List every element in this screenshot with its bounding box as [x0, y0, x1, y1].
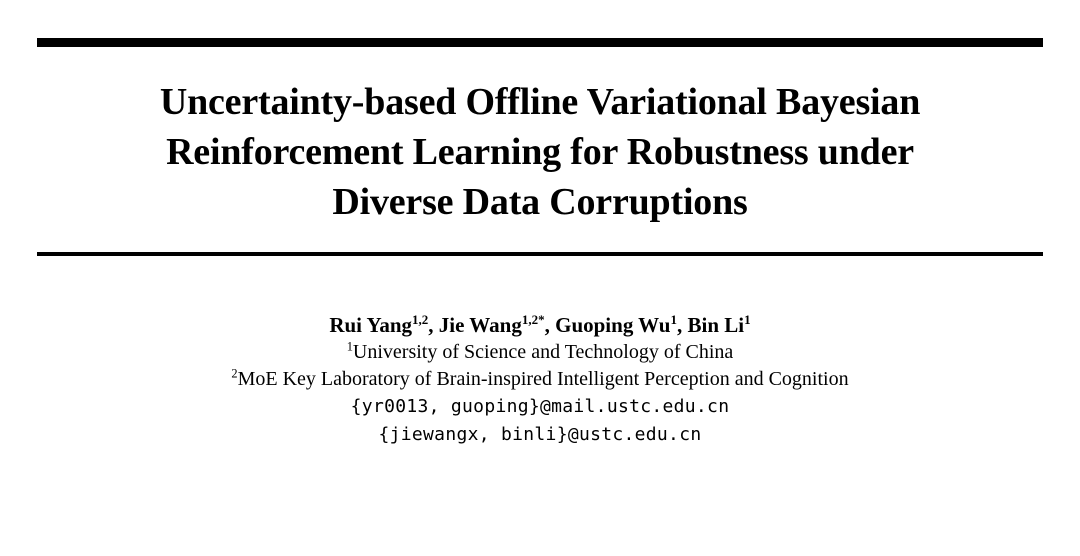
author-name-3: Guoping Wu — [555, 313, 671, 337]
author-affil-marker-2: 1,2* — [521, 312, 545, 327]
author-name-2: Jie Wang — [438, 313, 522, 337]
paper-header-page — [0, 38, 1080, 556]
author-list — [0, 312, 1080, 339]
author-affil-marker-1: 1,2 — [412, 312, 429, 327]
author-affil-marker-3: 1 — [670, 312, 678, 327]
authors-block — [0, 312, 1080, 449]
author-separator-1: , — [428, 313, 439, 337]
bottom-rule — [37, 252, 1043, 256]
top-rule — [37, 38, 1043, 47]
title-line-3: Diverse Data Corruptions — [332, 181, 748, 223]
page-title — [70, 77, 1010, 227]
affiliation-marker-2: 2 — [231, 366, 238, 381]
author-affil-marker-4: 1 — [744, 312, 751, 327]
email-line-1: {yr0013, guoping}@mail.ustc.edu.cn — [350, 396, 730, 417]
author-name-4: Bin Li — [687, 313, 745, 337]
affiliation-1 — [0, 339, 1080, 366]
affiliation-2 — [0, 366, 1080, 393]
title-line-1: Uncertainty-based Offline Variational Bayesian — [159, 81, 921, 123]
author-separator-3: , — [677, 313, 688, 337]
author-separator-2: , — [544, 313, 556, 337]
affiliation-text-2: MoE Key Laboratory of Brain-inspired Intelligent Perception and Cognition — [237, 368, 849, 390]
email-line-2: {jiewangx, binli}@ustc.edu.cn — [378, 424, 702, 445]
affiliation-marker-1: 1 — [346, 339, 353, 354]
author-name-1: Rui Yang — [329, 313, 412, 337]
affiliation-text-1: University of Science and Technology of China — [352, 341, 734, 363]
title-line-2: Reinforcement Learning for Robustness under — [166, 131, 914, 173]
